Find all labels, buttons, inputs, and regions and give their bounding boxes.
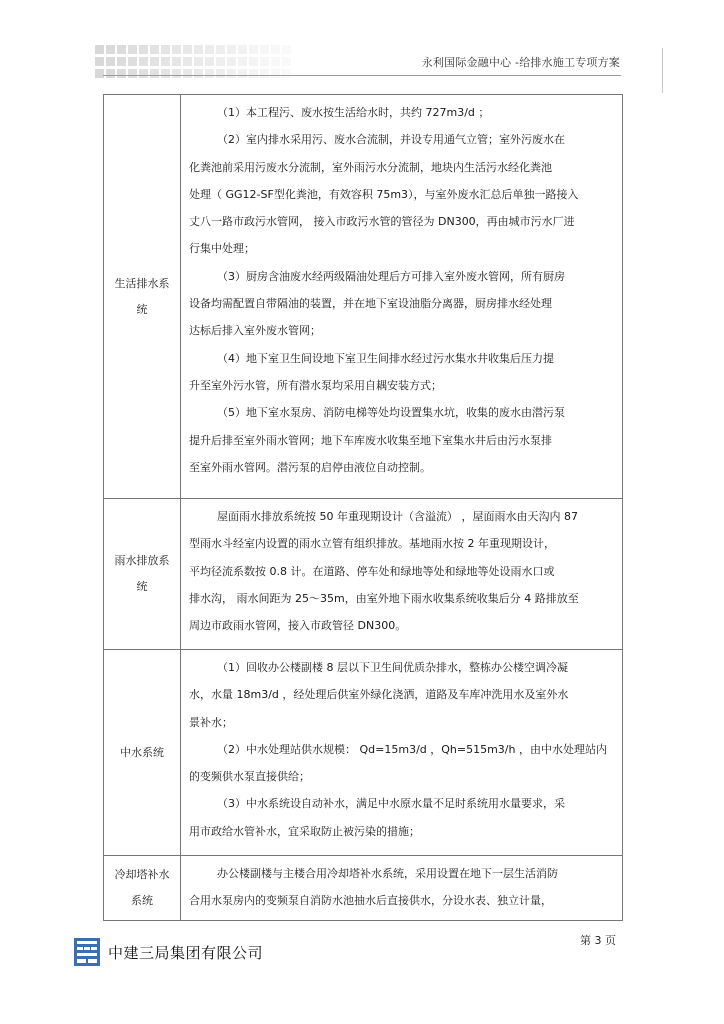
table-row-reclaimed-water [104, 650, 622, 856]
grid-cell [216, 45, 225, 54]
grid-cell [260, 57, 269, 66]
grid-cell [172, 69, 181, 78]
grid-cell [238, 45, 247, 54]
grid-cell [205, 69, 214, 78]
grid-cell [194, 69, 203, 78]
section-body [181, 856, 622, 920]
grid-cell [183, 57, 192, 66]
section-label: 冷却塔补水 系统 [104, 856, 181, 920]
grid-cell [227, 57, 236, 66]
document-header-title: 永利国际金融中心 -给排水施工专项方案 [421, 56, 620, 69]
company-footer [74, 938, 263, 966]
paragraph-line: 办公楼副楼与主楼合用冷却塔补水系统，采用设置在地下一层生活消防 [217, 867, 558, 880]
grid-cell [106, 57, 115, 66]
grid-cell [150, 45, 159, 54]
paragraph-line: 升至室外污水管，所有潜水泵均采用自耦安装方式； [189, 378, 442, 392]
paragraph-line: 平均径流系数按 0.8 计。在道路、停车处和绿地等处和绿地等处设雨水口或 [189, 564, 555, 578]
table-row-domestic-drainage [104, 95, 622, 499]
grid-cell [282, 69, 291, 78]
grid-cell [172, 57, 181, 66]
paragraph-line: 排水沟， 雨水间距为 25～35m，由室外地下雨水收集系统收集后分 4 路排放至 [189, 591, 579, 605]
grid-cell [150, 69, 159, 78]
paragraph-line: 处理（ GG12-SF型化粪池，有效容积 75m3），与室外废水汇总后单独一路接入 [189, 187, 579, 201]
page-number: 第 3 页 [580, 934, 616, 947]
grid-cell [161, 57, 170, 66]
grid-cell [271, 45, 280, 54]
paragraph-line: 景补水； [189, 715, 233, 729]
grid-cell [194, 45, 203, 54]
grid-cell [139, 69, 148, 78]
grid-cell [238, 69, 247, 78]
paragraph-line: （2）室内排水采用污、废水合流制，并设专用通气立管；室外污废水在 [217, 133, 565, 147]
grid-cell [205, 57, 214, 66]
section-label: 生活排水系 统 [104, 95, 181, 498]
grid-cell [117, 69, 126, 78]
grid-cell [139, 45, 148, 54]
header-grid-pattern [95, 45, 295, 83]
section-label: 雨水排放系 统 [104, 499, 181, 649]
grid-cell [216, 69, 225, 78]
grid-cell [271, 69, 280, 78]
grid-cell [183, 69, 192, 78]
grid-cell [227, 69, 236, 78]
paragraph-line: 丈八一路市政污水管网， 接入市政污水管的管径为 DN300，再由城市污水厂进 [189, 215, 575, 229]
grid-cell [150, 57, 159, 66]
paragraph-line: 型雨水斗经室内设置的雨水立管有组织排放。基地雨水按 2 年重现期设计， [189, 537, 555, 551]
paragraph-line: 设备均需配置自带隔油的装置，并在地下室设油脂分离器，厨房排水经处理 [189, 297, 552, 311]
grid-cell [249, 57, 258, 66]
grid-cell [216, 57, 225, 66]
grid-cell [95, 45, 104, 54]
section-label: 中水系统 [104, 650, 181, 855]
grid-cell [249, 69, 258, 78]
header-side-bar [662, 48, 663, 93]
grid-cell [95, 57, 104, 66]
grid-cell [128, 45, 137, 54]
paragraph-line: 用市政给水管补水，宜采取防止被污染的措施； [189, 824, 420, 838]
grid-cell [117, 57, 126, 66]
paragraph-line: 的变频供水泵直接供给； [189, 770, 310, 784]
grid-cell [227, 45, 236, 54]
company-name: 中建三局集团有限公司 [108, 943, 264, 962]
paragraph-line: 达标后排入室外废水管网； [189, 324, 321, 338]
paragraph-line: 提升后排至室外雨水管网；地下车库废水收集至地下室集水井后由污水泵排 [189, 433, 552, 447]
grid-cell [282, 45, 291, 54]
section-body [181, 95, 622, 498]
grid-cell [106, 69, 115, 78]
grid-cell [238, 57, 247, 66]
paragraph-line: （5）地下室水泵房、消防电梯等处均设置集水坑，收集的废水由潜污泵 [217, 406, 565, 420]
section-body [181, 499, 622, 649]
grid-cell [128, 69, 137, 78]
paragraph-line: 合用水泵房内的变频泵自消防水池抽水后直接供水，分设水表、独立计量， [189, 894, 552, 908]
grid-cell [117, 45, 126, 54]
grid-cell [205, 45, 214, 54]
paragraph-line: （1）本工程污、废水按生活给水时，共约 727m3/d ； [217, 106, 490, 119]
grid-cell [194, 57, 203, 66]
header-divider [103, 75, 621, 76]
grid-cell [161, 45, 170, 54]
grid-cell [128, 57, 137, 66]
grid-cell [282, 57, 291, 66]
paragraph-line: （3）厨房含油废水经两级隔油处理后方可排入室外废水管网，所有厨房 [217, 269, 565, 283]
paragraph-line: 行集中处理； [189, 242, 255, 256]
company-logo-icon [74, 938, 100, 966]
grid-cell [271, 57, 280, 66]
paragraph-line: 至室外雨水管网。潜污泵的启停由液位自动控制。 [189, 460, 431, 474]
grid-cell [249, 45, 258, 54]
section-body [181, 650, 622, 855]
table-row-rainwater [104, 499, 622, 650]
paragraph-line: （3）中水系统设自动补水，满足中水原水量不足时系统用水量要求，采 [217, 797, 565, 811]
paragraph-line: 屋面雨水排放系统按 50 年重现期设计（含溢流） ，屋面雨水由天沟内 87 [217, 510, 578, 523]
paragraph-line: （4）地下室卫生间设地下室卫生间排水经过污水集水井收集后压力提 [217, 351, 554, 365]
grid-cell [260, 45, 269, 54]
paragraph-line: 水，水量 18m3/d ，经处理后供室外绿化浇洒，道路及车库冲洗用水及室外水 [189, 688, 569, 702]
grid-cell [95, 69, 104, 78]
grid-cell [161, 69, 170, 78]
paragraph-line: （2）中水处理站供水规模： Qd=15m3/d ，Qh=515m3/h ，由中水处理站内 [217, 742, 607, 756]
grid-cell [106, 45, 115, 54]
grid-cell [183, 45, 192, 54]
paragraph-line: 周边市政雨水管网，接入市政管径 DN300。 [189, 619, 407, 633]
system-table [103, 94, 623, 921]
grid-cell [260, 69, 269, 78]
table-row-cooling-tower [104, 856, 622, 921]
paragraph-line: 化粪池前采用污废水分流制，室外雨污水分流制，地块内生活污水经化粪池 [189, 160, 552, 174]
grid-cell [139, 57, 148, 66]
paragraph-line: （1）回收办公楼副楼 8 层以下卫生间优质杂排水，整栋办公楼空调冷凝 [217, 661, 568, 674]
grid-cell [172, 45, 181, 54]
